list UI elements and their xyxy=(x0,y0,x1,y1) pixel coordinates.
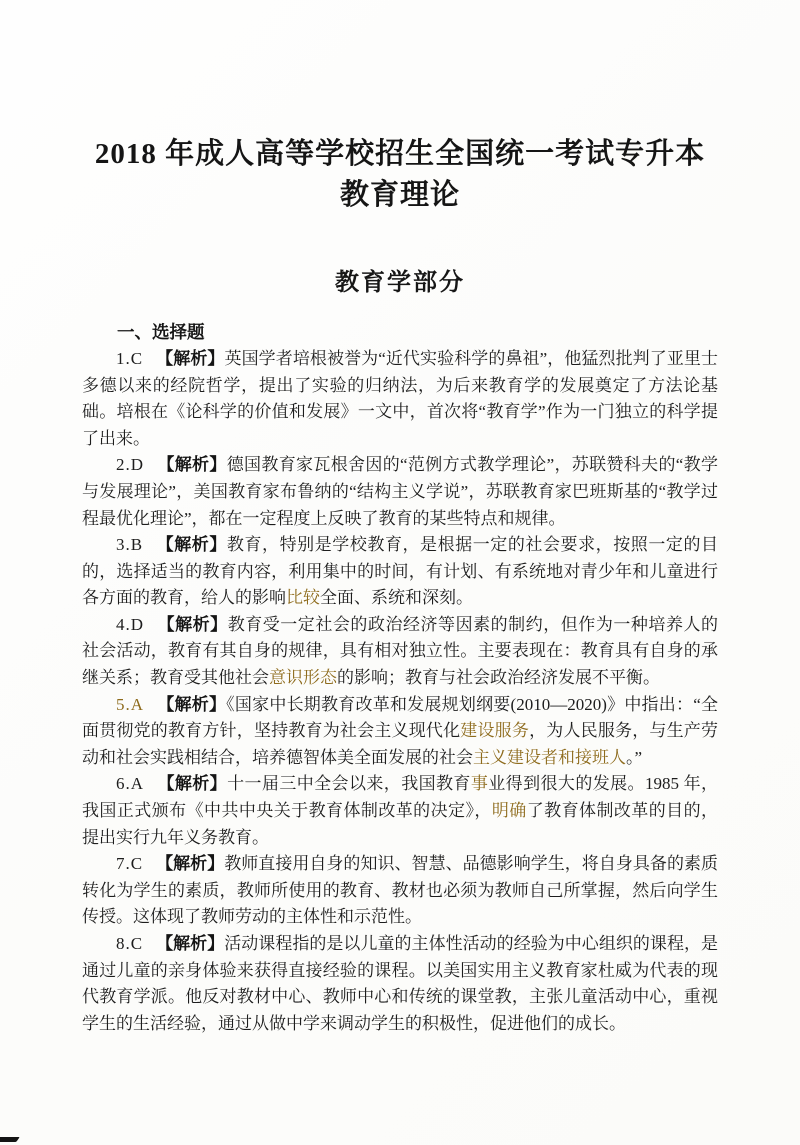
answer-text-segment: 业得到很大的发展。1985 年，我国正式颁布《中共中央关于教育体制改革的决定》， xyxy=(82,774,719,821)
answer-item-7 xyxy=(82,851,718,931)
page-title: 2018 年成人高等学校招生全国统一考试专升本 xyxy=(94,138,706,170)
answer-text-segment-highlight: 主义建设者和接班人 xyxy=(473,747,626,767)
answer-text-segment-highlight: 比较 xyxy=(286,588,320,608)
answer-text-segment: 教育，特别是学校教育，是根据一定的社会要求，按照一定的目的，选择适当的教育内容，利用集中的时间，有计划、有系统地对青少年和儿童进行各方面的教育，给人的影响 xyxy=(82,535,719,608)
answer-item-3 xyxy=(82,532,718,612)
answer-item-1 xyxy=(82,346,718,452)
subsection-heading: 一、选择题 xyxy=(117,322,205,343)
answer-text-segment-highlight: 明确 xyxy=(491,801,527,821)
section-title: 教育学部分 xyxy=(335,270,465,297)
analysis-marker: 【解析】 xyxy=(156,934,225,953)
scan-artifact-smudge xyxy=(0,1137,20,1142)
answer-label: 5.A xyxy=(116,694,145,714)
answer-label: 2.D xyxy=(116,455,145,475)
analysis-marker: 【解析】 xyxy=(157,774,228,794)
answer-text-segment-highlight: 意识形态 xyxy=(269,668,337,688)
answer-text-segment: 教师直接用自身的知识、智慧、品德影响学生，将自身具备的素质转化为学生的素质，教师所使用的教育、教材也必须为教师自己所掌握，然后向学生传授。这体现了教师劳动的主体性和示范性。 xyxy=(82,854,719,927)
answer-text-segment: 德国教育家瓦根舍因的“范例方式教学理论”，苏联赞科夫的“教学与发展理论”，美国教育家布鲁纳的“结构主义学说”，苏联教育家巴班斯基的“教学过程最优化理论”，都在一定程度上反映了教育的某些特点和规律。 xyxy=(82,455,719,528)
document-title-block xyxy=(0,0,800,216)
analysis-marker: 【解析】 xyxy=(157,694,227,714)
answer-text-segment-highlight: 事 xyxy=(470,774,489,794)
answer-item-4 xyxy=(82,612,718,692)
answer-item-2 xyxy=(82,452,718,532)
answer-label: 7.C xyxy=(116,854,144,874)
analysis-marker: 【解析】 xyxy=(156,854,225,874)
answer-text-segment: 。” xyxy=(626,747,643,767)
answer-item-5 xyxy=(82,692,718,772)
answer-text-segment: 全面、系统和深刻。 xyxy=(320,588,473,608)
answer-text-segment: ，为人民服务，与生产劳动和社会实践相结合，培养德智体美全面发展的社会 xyxy=(82,721,719,767)
analysis-marker: 【解析】 xyxy=(156,535,227,555)
answer-text-segment: 的影响；教育与社会政治经济发展不平衡。 xyxy=(337,668,660,688)
answer-label: 1.C xyxy=(116,348,144,368)
answer-text-segment: 十一届三中全会以来，我国教育 xyxy=(227,774,471,794)
analysis-marker: 【解析】 xyxy=(157,614,228,634)
answers-content xyxy=(82,319,718,1037)
answer-text-segment: 活动课程指的是以儿童的主体性活动的经验为中心组织的课程，是通过儿童的亲身体验来获得直接经验的课程。以美国实用主义教育家杜威为代表的现代教育学派。他反对教材中心、教师中心和传统的课堂教，主张儿童活动中心，重视学生的生活经验，通过从做中学来调动学生的积极性，促进他们的成长。 xyxy=(82,934,719,1033)
answer-text-segment: 《国家中长期教育改革和发展规划纲要(2010—2020)》中指出：“全面贯彻党的教育方针，坚持教育为社会主义现代化 xyxy=(82,694,718,741)
answer-text-segment-highlight: 建设服务 xyxy=(460,721,530,741)
answer-label: 3.B xyxy=(116,535,144,555)
analysis-marker: 【解析】 xyxy=(157,455,227,475)
page-subtitle: 教育理论 xyxy=(339,179,460,212)
answer-text-segment: 了教育体制改革的目的，提出实行九年义务教育。 xyxy=(82,801,719,847)
answer-label: 8.C xyxy=(116,934,144,953)
answer-item-6 xyxy=(82,771,718,851)
answer-label: 4.D xyxy=(116,614,145,634)
analysis-marker: 【解析】 xyxy=(156,348,225,368)
answer-item-8 xyxy=(82,931,718,1037)
answer-label: 6.A xyxy=(116,774,145,794)
answer-text-segment: 英国学者培根被誉为“近代实验科学的鼻祖”，他猛烈批判了亚里士多德以来的经院哲学，提出了实验的归纳法，为后来教育学的发展奠定了方法论基础。培根在《论科学的价值和发展》一文中，首次将“教育学”作为一门独立的科学提了出来。 xyxy=(82,348,719,448)
answer-text-segment: 教育受一定社会的政治经济等因素的制约，但作为一种培养人的社会活动，教育有其自身的规律，具有相对独立性。主要表现在：教育具有自身的承继关系；教育受其他社会 xyxy=(82,614,719,688)
